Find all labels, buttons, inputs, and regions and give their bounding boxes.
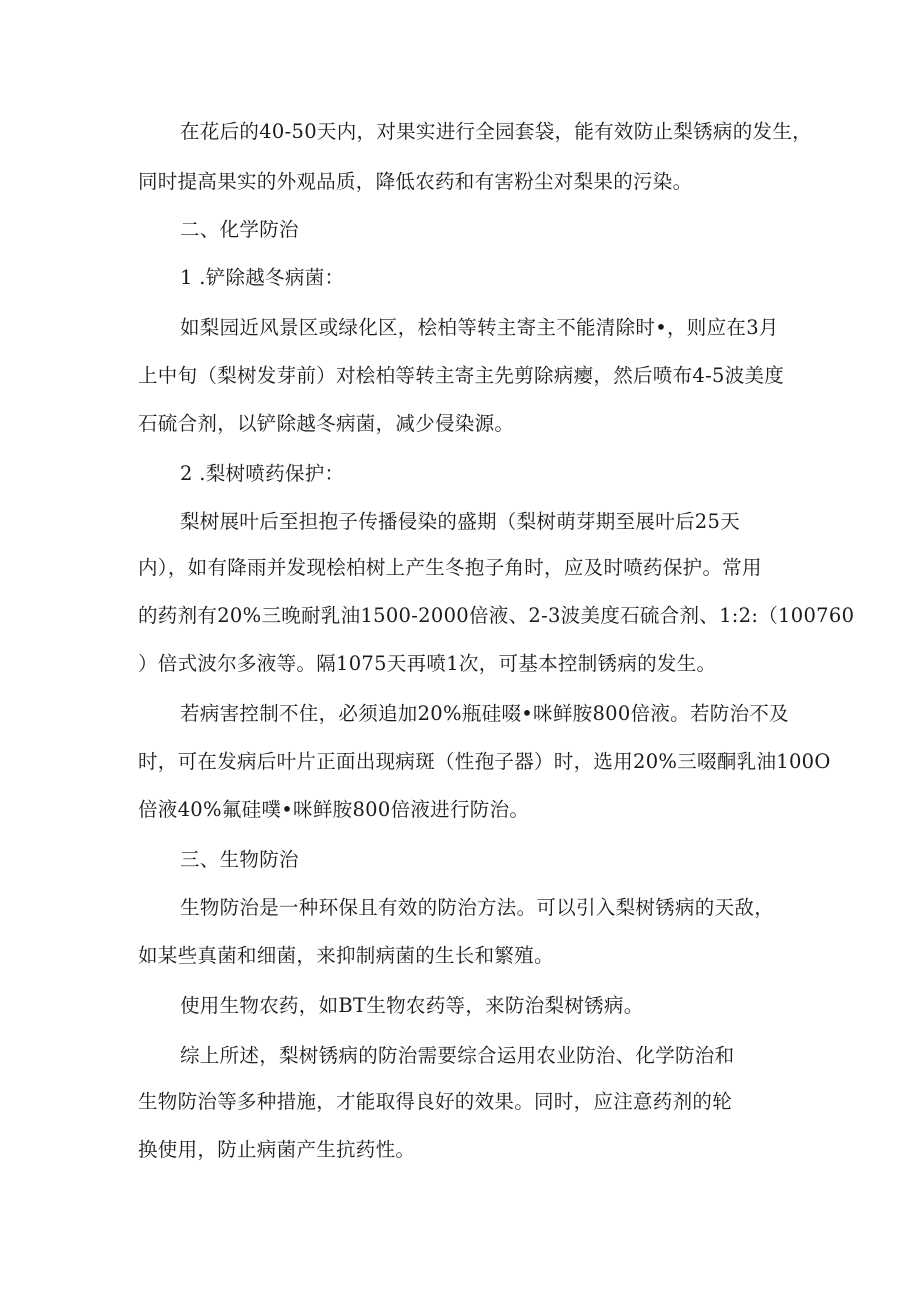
paragraph-line: 内），如有降雨并发现桧柏树上产生冬抱子角时，应及时喷药保护。常用: [138, 556, 762, 579]
subheading-eradicate: 1 .铲除越冬病菌：: [180, 266, 345, 289]
section-heading-biological: 三、生物防治: [180, 848, 299, 871]
paragraph-line: 梨树展叶后至担抱子传播侵染的盛期（梨树萌芽期至展叶后25天: [180, 510, 741, 533]
subheading-spray: 2 .梨树喷药保护：: [180, 462, 345, 485]
paragraph-line: 上中旬（梨树发芽前）对桧柏等转主寄主先剪除病瘿，然后喷布4-5波美度: [138, 364, 785, 387]
paragraph-line: 生物防治是一种环保且有效的防治方法。可以引入梨树锈病的天敌，: [180, 896, 775, 919]
paragraph-line: 综上所述，梨树锈病的防治需要综合运用农业防治、化学防治和: [180, 1044, 735, 1067]
paragraph-line: 如梨园近风景区或绿化区，桧柏等转主寄主不能清除时•，则应在3月: [180, 316, 779, 339]
section-heading-chemical: 二、化学防治: [180, 218, 299, 241]
paragraph-line: 的药剂有20%三晚耐乳油1500-2000倍液、2-3波美度石硫合剂、1:2:（100760: [138, 604, 855, 627]
paragraph-line: 换使用，防止病菌产生抗药性。: [138, 1138, 416, 1161]
paragraph-line: 若病害控制不住，必须追加20%瓶硅啜•咪鲜胺800倍液。若防治不及: [180, 702, 789, 725]
paragraph-line: 在花后的40-50天内，对果实进行全园套袋，能有效防止梨锈病的发生，: [180, 120, 812, 143]
paragraph-line: 同时提高果实的外观品质，降低农药和有害粉尘对梨果的污染。: [138, 170, 693, 193]
paragraph-line: 倍液40%氟硅噗•咪鲜胺800倍液进行防治。: [138, 798, 530, 821]
paragraph-line: 生物防治等多种措施，才能取得良好的效果。同时，应注意药剂的轮: [138, 1090, 733, 1113]
paragraph-line: 时，可在发病后叶片正面出现病斑（性孢子器）时，选用20%三啜酮乳油100O: [138, 750, 831, 773]
paragraph-line: 使用生物农药，如BT生物农药等，来防治梨树锈病。: [180, 994, 644, 1017]
paragraph-line: ）倍式波尔多液等。隔1075天再喷1次，可基本控制锈病的发生。: [138, 652, 717, 675]
paragraph-line: 如某些真菌和细菌，来抑制病菌的生长和繁殖。: [138, 944, 554, 967]
paragraph-line: 石硫合剂，以铲除越冬病菌，减少侵染源。: [138, 412, 515, 435]
